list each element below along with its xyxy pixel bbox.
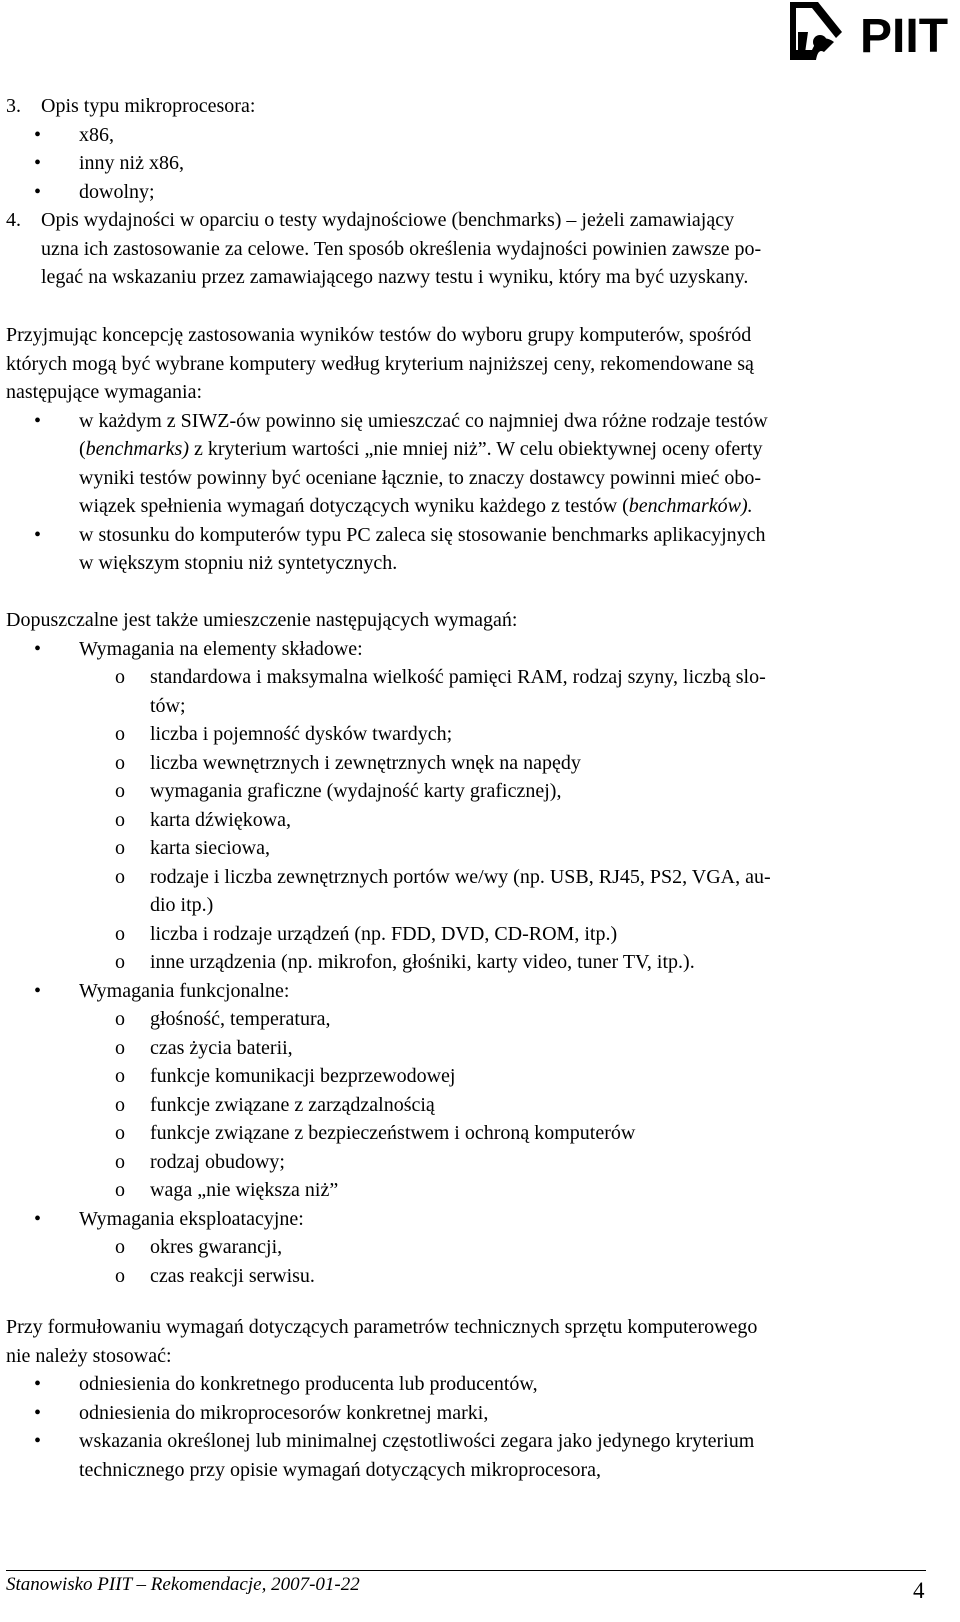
- circle-bullet-icon: o: [115, 1008, 125, 1030]
- logo-text: PIIT: [860, 10, 949, 63]
- item-number: 4.: [6, 209, 21, 231]
- circle-bullet-icon: o: [115, 723, 125, 745]
- text-line: uzna ich zastosowanie za celowe. Ten sposób określenia wydajności powinien zawsze po-: [41, 237, 762, 260]
- bullet-item: • x86,: [6, 121, 926, 150]
- bullet-icon: •: [34, 979, 42, 1002]
- paragraph-benchmarks: [6, 321, 926, 578]
- circle-bullet-icon: o: [115, 1236, 125, 1258]
- sub-item: o głośność, temperatura,: [6, 1005, 926, 1034]
- sub-item: o czas reakcji serwisu.: [6, 1262, 926, 1291]
- circle-bullet-icon: o: [115, 1065, 125, 1087]
- circle-bullet-icon: o: [115, 837, 125, 859]
- page-number: 4: [913, 1578, 925, 1603]
- bullet-item: • wskazania określonej lub minimalnej częstotliwości zegara jako jedynego kryterium technicznego przy opisie wymagań dotyczących mikroprocesora,: [6, 1427, 926, 1484]
- bullet-item: • w każdym z SIWZ-ów powinno się umieszczać co najmniej dwa różne rodzaje testów (benchmarks) z kryterium wartości „nie mniej niż”. W celu obiektywnej oceny oferty wyniki testów powinny być oceniane łącznie, to znaczy dostawcy powinni mieć obo- wiązek spełnienia wymagań dotyczących wyniku każdego z testów (benchmarków).: [6, 407, 926, 521]
- bullet-item: • odniesienia do konkretnego producenta lub producentów,: [6, 1370, 926, 1399]
- bullet-item: • w stosunku do komputerów typu PC zaleca się stosowanie benchmarks aplikacyjnych w większym stopniu niż syntetycznych.: [6, 521, 926, 578]
- sub-item: o funkcje komunikacji bezprzewodowej: [6, 1062, 926, 1091]
- circle-bullet-icon: o: [115, 1122, 125, 1144]
- item-title: Opis typu mikroprocesora:: [41, 95, 256, 117]
- text-line: Przy formułowaniu wymagań dotyczących parametrów technicznych sprzętu komputerowego: [6, 1316, 758, 1338]
- circle-bullet-icon: o: [115, 751, 125, 774]
- circle-bullet-icon: o: [115, 780, 125, 802]
- circle-bullet-icon: o: [115, 1264, 125, 1287]
- footer-text: Stanowisko PIIT – Rekomendacje, 2007-01-22: [6, 1574, 360, 1595]
- bullet-icon: •: [34, 1401, 42, 1424]
- sub-item: o liczba i rodzaje urządzeń (np. FDD, DVD, CD-ROM, itp.): [6, 920, 926, 949]
- sub-item: o wymagania graficzne (wydajność karty graficznej),: [6, 777, 926, 806]
- bullet-icon: •: [34, 1430, 42, 1452]
- bullet-icon: •: [34, 409, 42, 432]
- text-line: legać na wskazaniu przez zamawiającego nazwy testu i wyniku, który ma być uzyskany.: [41, 266, 749, 288]
- sub-item: o inne urządzenia (np. mikrofon, głośniki, karty video, tuner TV, itp.).: [6, 948, 926, 977]
- bullet-icon: •: [34, 123, 42, 146]
- sub-item: o funkcje związane z zarządzalnością: [6, 1091, 926, 1120]
- bullet-item: • Wymagania na elementy składowe:: [6, 635, 926, 664]
- bullet-icon: •: [34, 523, 42, 546]
- bullet-item: • dowolny;: [6, 178, 926, 207]
- text-line: następujące wymagania:: [6, 381, 203, 403]
- bullet-icon: •: [34, 180, 42, 203]
- circle-bullet-icon: o: [115, 922, 125, 945]
- circle-bullet-icon: o: [115, 808, 125, 831]
- sub-item: o karta dźwiękowa,: [6, 806, 926, 835]
- text-line: których mogą być wybrane komputery według kryterium najniższej ceny, rekomendowane są: [6, 352, 754, 375]
- sub-item: o rodzaj obudowy;: [6, 1148, 926, 1177]
- bullet-item: • Wymagania funkcjonalne:: [6, 977, 926, 1006]
- bullet-item: • odniesienia do mikroprocesorów konkretnej marki,: [6, 1399, 926, 1428]
- circle-bullet-icon: o: [115, 1036, 125, 1059]
- bullet-icon: •: [34, 637, 42, 660]
- bullet-item: • Wymagania eksploatacyjne:: [6, 1205, 926, 1234]
- circle-bullet-icon: o: [115, 1150, 125, 1173]
- circle-bullet-icon: o: [115, 865, 125, 888]
- sub-item: o karta sieciowa,: [6, 834, 926, 863]
- circle-bullet-icon: o: [115, 1179, 125, 1201]
- paragraph-prohibitions: [6, 1313, 926, 1484]
- circle-bullet-icon: o: [115, 666, 125, 688]
- text-line: nie należy stosować:: [6, 1344, 172, 1367]
- bullet-icon: •: [34, 1373, 42, 1395]
- list-item-4: 4. Opis wydajności w oparciu o testy wydajnościowe (benchmarks) – jeżeli zamawiający: [6, 206, 926, 235]
- circle-bullet-icon: o: [115, 951, 125, 973]
- circle-bullet-icon: o: [115, 1093, 125, 1116]
- sub-item: o funkcje związane z bezpieczeństwem i ochroną komputerów: [6, 1119, 926, 1148]
- bullet-icon: •: [34, 1207, 42, 1230]
- sub-item: o liczba i pojemność dysków twardych;: [6, 720, 926, 749]
- footer-divider: [6, 1570, 926, 1571]
- bullet-item: • inny niż x86,: [6, 149, 926, 178]
- piit-logo: [790, 2, 960, 66]
- bullet-icon: •: [34, 152, 42, 174]
- sub-item: o rodzaje i liczba zewnętrznych portów we/wy (np. USB, RJ45, PS2, VGA, au- dio itp.): [6, 863, 926, 920]
- sub-item: o standardowa i maksymalna wielkość pamięci RAM, rodzaj szyny, liczbą slo- tów;: [6, 663, 926, 720]
- numbered-list: [6, 92, 926, 292]
- paragraph-requirements: [6, 606, 926, 1290]
- item-number: 3.: [6, 95, 21, 117]
- sub-item: o liczba wewnętrznych i zewnętrznych wnęk na napędy: [6, 749, 926, 778]
- sub-item: o czas życia baterii,: [6, 1034, 926, 1063]
- sub-item: o okres gwarancji,: [6, 1233, 926, 1262]
- text-line: Dopuszczalne jest także umieszczenie następujących wymagań:: [6, 609, 518, 631]
- sub-item: o waga „nie większa niż”: [6, 1176, 926, 1205]
- list-item-3: [6, 92, 926, 121]
- text-line: Przyjmując koncepcję zastosowania wyników testów do wyboru grupy komputerów, spośród: [6, 324, 752, 346]
